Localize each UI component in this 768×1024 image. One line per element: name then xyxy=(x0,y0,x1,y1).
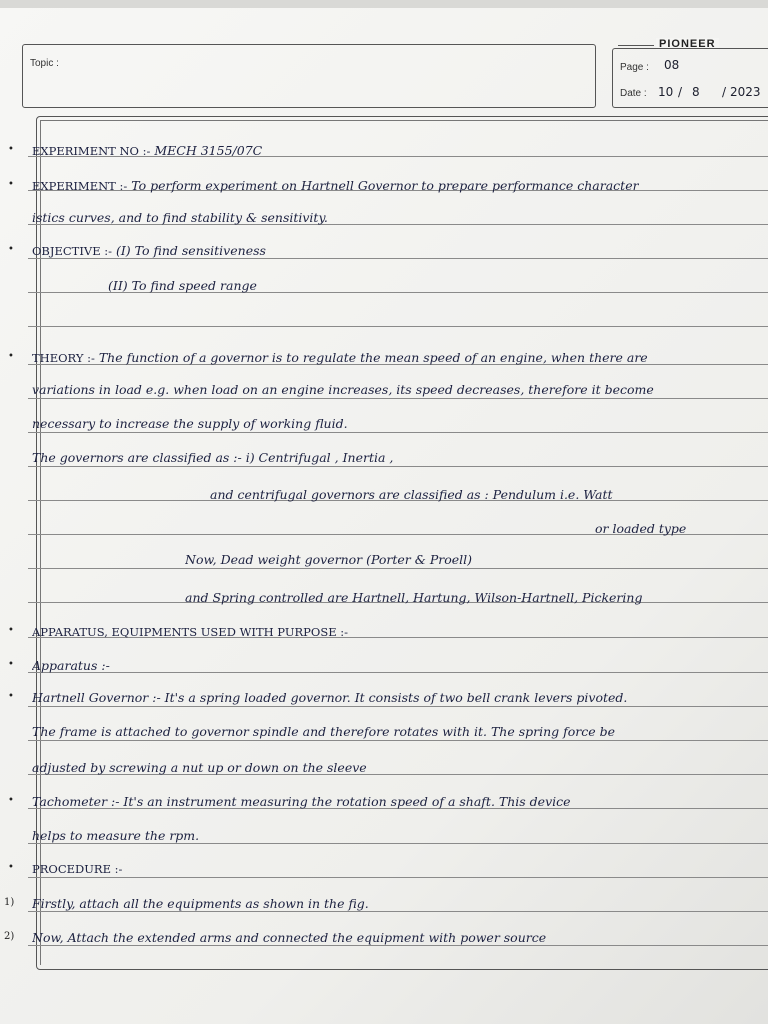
line-text: helps to measure the rpm. xyxy=(32,828,200,843)
line-text: and centrifugal governors are classified as : Pendulum i.e. Watt xyxy=(210,487,613,502)
section-heading: OBJECTIVE :- xyxy=(32,244,113,258)
ruled-line xyxy=(28,877,768,878)
note-line xyxy=(32,690,627,705)
ruled-line xyxy=(28,258,768,259)
line-text: and Spring controlled are Hartnell, Hartung, Wilson-Hartnell, Pickering xyxy=(185,590,643,605)
line-text: or loaded type xyxy=(595,521,687,536)
line-bullet: • xyxy=(8,179,14,190)
section-heading: EXPERIMENT :- xyxy=(32,179,128,193)
note-line xyxy=(595,521,686,536)
note-line xyxy=(32,350,648,365)
line-text: To perform experiment on Hartnell Governor to prepare performance character xyxy=(127,178,639,193)
ruled-line xyxy=(28,843,768,844)
ruled-line xyxy=(28,911,768,912)
ruled-line xyxy=(28,672,768,673)
page-label: Page : xyxy=(620,62,649,73)
note-line xyxy=(32,624,348,639)
ruled-line xyxy=(28,326,768,327)
note-line xyxy=(32,382,654,397)
date-year: 2023 xyxy=(730,85,761,99)
note-line xyxy=(210,487,613,502)
line-bullet: • xyxy=(8,691,14,702)
line-text: Hartnell Governor :- It's a spring loaded governor. It consists of two bell crank levers pivoted. xyxy=(32,690,628,705)
line-bullet: • xyxy=(8,659,14,670)
date-label: Date : xyxy=(620,88,647,99)
line-text: MECH 3155/07C xyxy=(150,143,263,158)
line-bullet: • xyxy=(8,244,14,255)
page-top-edge xyxy=(0,0,768,8)
note-line xyxy=(32,828,199,843)
note-line xyxy=(32,930,546,945)
note-line xyxy=(32,760,367,775)
line-text: The governors are classified as :- i) Centrifugal , Inertia , xyxy=(32,450,394,465)
line-bullet: 1) xyxy=(4,897,15,908)
note-line xyxy=(32,178,639,193)
ruled-line xyxy=(28,740,768,741)
note-line xyxy=(32,416,348,431)
date-month: 8 xyxy=(692,85,700,99)
line-text: necessary to increase the supply of working fluid. xyxy=(32,416,348,431)
note-line xyxy=(32,794,571,809)
date-day: 10 xyxy=(658,85,674,99)
line-bullet: • xyxy=(8,144,14,155)
line-text: The function of a governor is to regulate the mean speed of an engine, when there are xyxy=(94,350,648,365)
brand-logo: PIONEER xyxy=(656,38,719,50)
brand-divider xyxy=(618,45,654,46)
note-line xyxy=(32,450,393,465)
note-line xyxy=(32,210,328,225)
ruled-line xyxy=(28,568,768,569)
ruled-line xyxy=(28,432,768,433)
note-line xyxy=(32,861,122,876)
line-text: variations in load e.g. when load on an engine increases, its speed decreases, therefore it become xyxy=(32,382,654,397)
note-line xyxy=(32,658,110,673)
topic-box xyxy=(22,44,596,108)
line-bullet: • xyxy=(8,862,14,873)
date-sep-2: / xyxy=(722,85,727,99)
ruled-line xyxy=(28,706,768,707)
ruled-line xyxy=(28,945,768,946)
line-text: The frame is attached to governor spindle and therefore rotates with it. The spring force be xyxy=(32,724,616,739)
section-heading: PROCEDURE :- xyxy=(32,862,123,876)
line-text: Tachometer :- It's an instrument measuring the rotation speed of a shaft. This device xyxy=(32,794,571,809)
line-text: Now, Dead weight governor (Porter & Proell) xyxy=(185,552,473,567)
note-line xyxy=(185,590,642,605)
section-heading: EXPERIMENT NO :- xyxy=(32,144,151,158)
page-number: 08 xyxy=(664,58,680,72)
line-text: Apparatus :- xyxy=(32,658,110,673)
ruled-line xyxy=(28,398,768,399)
note-line xyxy=(108,278,257,293)
line-text: Now, Attach the extended arms and connected the equipment with power source xyxy=(32,930,547,945)
line-text: Firstly, attach all the equipments as shown in the fig. xyxy=(32,896,369,911)
section-heading: APPARATUS, EQUIPMENTS USED WITH PURPOSE :- xyxy=(32,625,349,639)
topic-label: Topic : xyxy=(30,58,59,69)
line-bullet: • xyxy=(8,795,14,806)
line-text: (I) To find sensitiveness xyxy=(112,243,266,258)
note-line xyxy=(32,724,615,739)
line-text: adjusted by screwing a nut up or down on the sleeve xyxy=(32,760,367,775)
line-bullet: • xyxy=(8,625,14,636)
line-bullet: 2) xyxy=(4,931,15,942)
line-text: (II) To find speed range xyxy=(108,278,257,293)
section-heading: THEORY :- xyxy=(32,351,95,365)
ruled-line xyxy=(28,466,768,467)
note-line xyxy=(32,243,266,258)
line-bullet: • xyxy=(8,351,14,362)
line-text: istics curves, and to find stability & sensitivity. xyxy=(32,210,328,225)
date-sep-1: / xyxy=(678,85,683,99)
note-line xyxy=(32,143,262,158)
note-line xyxy=(32,896,369,911)
note-line xyxy=(185,552,472,567)
page-date-box xyxy=(612,48,768,108)
